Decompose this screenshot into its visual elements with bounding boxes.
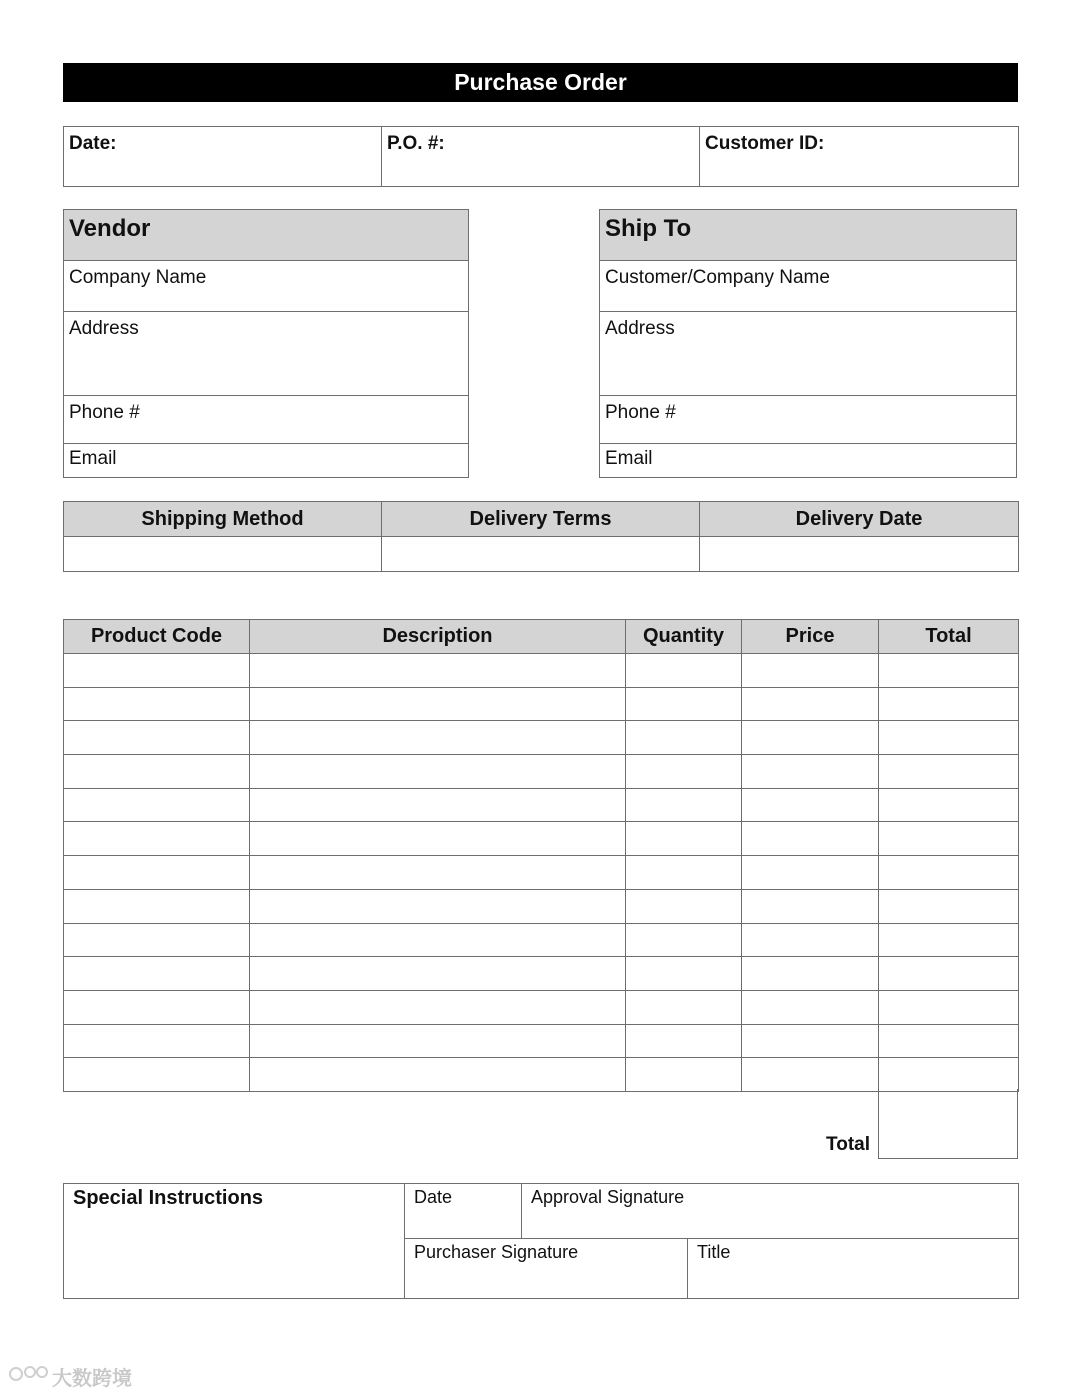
table-row bbox=[64, 923, 1019, 957]
table-row bbox=[64, 957, 1019, 991]
purchaser-signature-field[interactable]: Purchaser Signature bbox=[405, 1239, 688, 1299]
watermark-text: 大数跨境 bbox=[52, 1368, 132, 1390]
description-cell[interactable] bbox=[250, 788, 626, 822]
quantity-cell[interactable] bbox=[626, 1058, 742, 1092]
approval-date-field[interactable]: Date bbox=[405, 1184, 522, 1239]
ship-to-heading: Ship To bbox=[600, 210, 1017, 261]
price-cell[interactable] bbox=[742, 856, 879, 890]
price-cell[interactable] bbox=[742, 755, 879, 789]
price-cell[interactable] bbox=[742, 990, 879, 1024]
delivery-date-cell[interactable] bbox=[700, 537, 1019, 572]
vendor-address-field[interactable]: Address bbox=[64, 312, 469, 396]
quantity-cell[interactable] bbox=[626, 687, 742, 721]
description-cell[interactable] bbox=[250, 923, 626, 957]
product-code-header: Product Code bbox=[64, 620, 250, 654]
price-cell[interactable] bbox=[742, 822, 879, 856]
footer-table bbox=[63, 1183, 1019, 1299]
grand-total-cell[interactable] bbox=[878, 1089, 1018, 1159]
vendor-heading: Vendor bbox=[64, 210, 469, 261]
description-cell[interactable] bbox=[250, 856, 626, 890]
delivery-terms-cell[interactable] bbox=[382, 537, 700, 572]
table-row bbox=[64, 889, 1019, 923]
price-header: Price bbox=[742, 620, 879, 654]
line-items-body bbox=[64, 654, 1019, 1092]
description-cell[interactable] bbox=[250, 889, 626, 923]
product-code-cell[interactable] bbox=[64, 889, 250, 923]
quantity-cell[interactable] bbox=[626, 721, 742, 755]
total-cell[interactable] bbox=[879, 687, 1019, 721]
line-items-table bbox=[63, 619, 1019, 1092]
product-code-cell[interactable] bbox=[64, 923, 250, 957]
table-row bbox=[64, 990, 1019, 1024]
approval-signature-field[interactable]: Approval Signature bbox=[522, 1184, 1019, 1239]
total-cell[interactable] bbox=[879, 957, 1019, 991]
price-cell[interactable] bbox=[742, 654, 879, 688]
description-cell[interactable] bbox=[250, 1058, 626, 1092]
total-cell[interactable] bbox=[879, 755, 1019, 789]
description-header: Description bbox=[250, 620, 626, 654]
total-cell[interactable] bbox=[879, 654, 1019, 688]
quantity-cell[interactable] bbox=[626, 755, 742, 789]
watermark-logo-icon bbox=[8, 1362, 52, 1386]
shipping-method-cell[interactable] bbox=[64, 537, 382, 572]
table-row bbox=[64, 654, 1019, 688]
delivery-date-header: Delivery Date bbox=[700, 502, 1019, 537]
description-cell[interactable] bbox=[250, 822, 626, 856]
product-code-cell[interactable] bbox=[64, 788, 250, 822]
product-code-cell[interactable] bbox=[64, 687, 250, 721]
product-code-cell[interactable] bbox=[64, 822, 250, 856]
table-row bbox=[64, 755, 1019, 789]
customer-id-field[interactable]: Customer ID: bbox=[700, 127, 1019, 187]
ship-to-section bbox=[599, 209, 1017, 478]
table-row bbox=[64, 1024, 1019, 1058]
quantity-cell[interactable] bbox=[626, 923, 742, 957]
total-cell[interactable] bbox=[879, 889, 1019, 923]
vendor-email-field[interactable]: Email bbox=[64, 444, 469, 478]
total-cell[interactable] bbox=[879, 1058, 1019, 1092]
price-cell[interactable] bbox=[742, 788, 879, 822]
vendor-phone-field[interactable]: Phone # bbox=[64, 396, 469, 444]
table-row bbox=[64, 788, 1019, 822]
product-code-cell[interactable] bbox=[64, 957, 250, 991]
product-code-cell[interactable] bbox=[64, 1058, 250, 1092]
ship-to-address-field[interactable]: Address bbox=[600, 312, 1017, 396]
ship-to-email-field[interactable]: Email bbox=[600, 444, 1017, 478]
table-row bbox=[64, 856, 1019, 890]
total-cell[interactable] bbox=[879, 856, 1019, 890]
product-code-cell[interactable] bbox=[64, 856, 250, 890]
quantity-cell[interactable] bbox=[626, 788, 742, 822]
vendor-section bbox=[63, 209, 469, 478]
quantity-cell[interactable] bbox=[626, 990, 742, 1024]
vendor-company-name-field[interactable]: Company Name bbox=[64, 261, 469, 312]
shipping-table bbox=[63, 501, 1019, 572]
total-cell[interactable] bbox=[879, 721, 1019, 755]
page-title: Purchase Order bbox=[63, 63, 1018, 102]
total-cell[interactable] bbox=[879, 822, 1019, 856]
product-code-cell[interactable] bbox=[64, 755, 250, 789]
grand-total-label: Total bbox=[826, 1134, 870, 1155]
description-cell[interactable] bbox=[250, 1024, 626, 1058]
quantity-cell[interactable] bbox=[626, 957, 742, 991]
quantity-cell[interactable] bbox=[626, 856, 742, 890]
total-cell[interactable] bbox=[879, 788, 1019, 822]
table-row bbox=[64, 687, 1019, 721]
price-cell[interactable] bbox=[742, 1058, 879, 1092]
description-cell[interactable] bbox=[250, 990, 626, 1024]
header-fields-table bbox=[63, 126, 1019, 187]
title-field[interactable]: Title bbox=[688, 1239, 1019, 1299]
ship-to-phone-field[interactable]: Phone # bbox=[600, 396, 1017, 444]
ship-to-company-name-field[interactable]: Customer/Company Name bbox=[600, 261, 1017, 312]
total-cell[interactable] bbox=[879, 990, 1019, 1024]
po-number-field[interactable]: P.O. #: bbox=[382, 127, 700, 187]
price-cell[interactable] bbox=[742, 721, 879, 755]
table-row bbox=[64, 1058, 1019, 1092]
total-header: Total bbox=[879, 620, 1019, 654]
date-field[interactable]: Date: bbox=[64, 127, 382, 187]
description-cell[interactable] bbox=[250, 755, 626, 789]
price-cell[interactable] bbox=[742, 1024, 879, 1058]
quantity-cell[interactable] bbox=[626, 654, 742, 688]
product-code-cell[interactable] bbox=[64, 990, 250, 1024]
table-row bbox=[64, 721, 1019, 755]
product-code-cell[interactable] bbox=[64, 1024, 250, 1058]
quantity-cell[interactable] bbox=[626, 1024, 742, 1058]
price-cell[interactable] bbox=[742, 889, 879, 923]
description-cell[interactable] bbox=[250, 721, 626, 755]
price-cell[interactable] bbox=[742, 923, 879, 957]
quantity-cell[interactable] bbox=[626, 822, 742, 856]
table-row bbox=[64, 822, 1019, 856]
quantity-header: Quantity bbox=[626, 620, 742, 654]
delivery-terms-header: Delivery Terms bbox=[382, 502, 700, 537]
product-code-cell[interactable] bbox=[64, 654, 250, 688]
price-cell[interactable] bbox=[742, 957, 879, 991]
description-cell[interactable] bbox=[250, 654, 626, 688]
shipping-method-header: Shipping Method bbox=[64, 502, 382, 537]
quantity-cell[interactable] bbox=[626, 889, 742, 923]
price-cell[interactable] bbox=[742, 687, 879, 721]
total-cell[interactable] bbox=[879, 1024, 1019, 1058]
product-code-cell[interactable] bbox=[64, 721, 250, 755]
special-instructions-field[interactable]: Special Instructions bbox=[64, 1184, 405, 1299]
description-cell[interactable] bbox=[250, 687, 626, 721]
description-cell[interactable] bbox=[250, 957, 626, 991]
total-cell[interactable] bbox=[879, 923, 1019, 957]
